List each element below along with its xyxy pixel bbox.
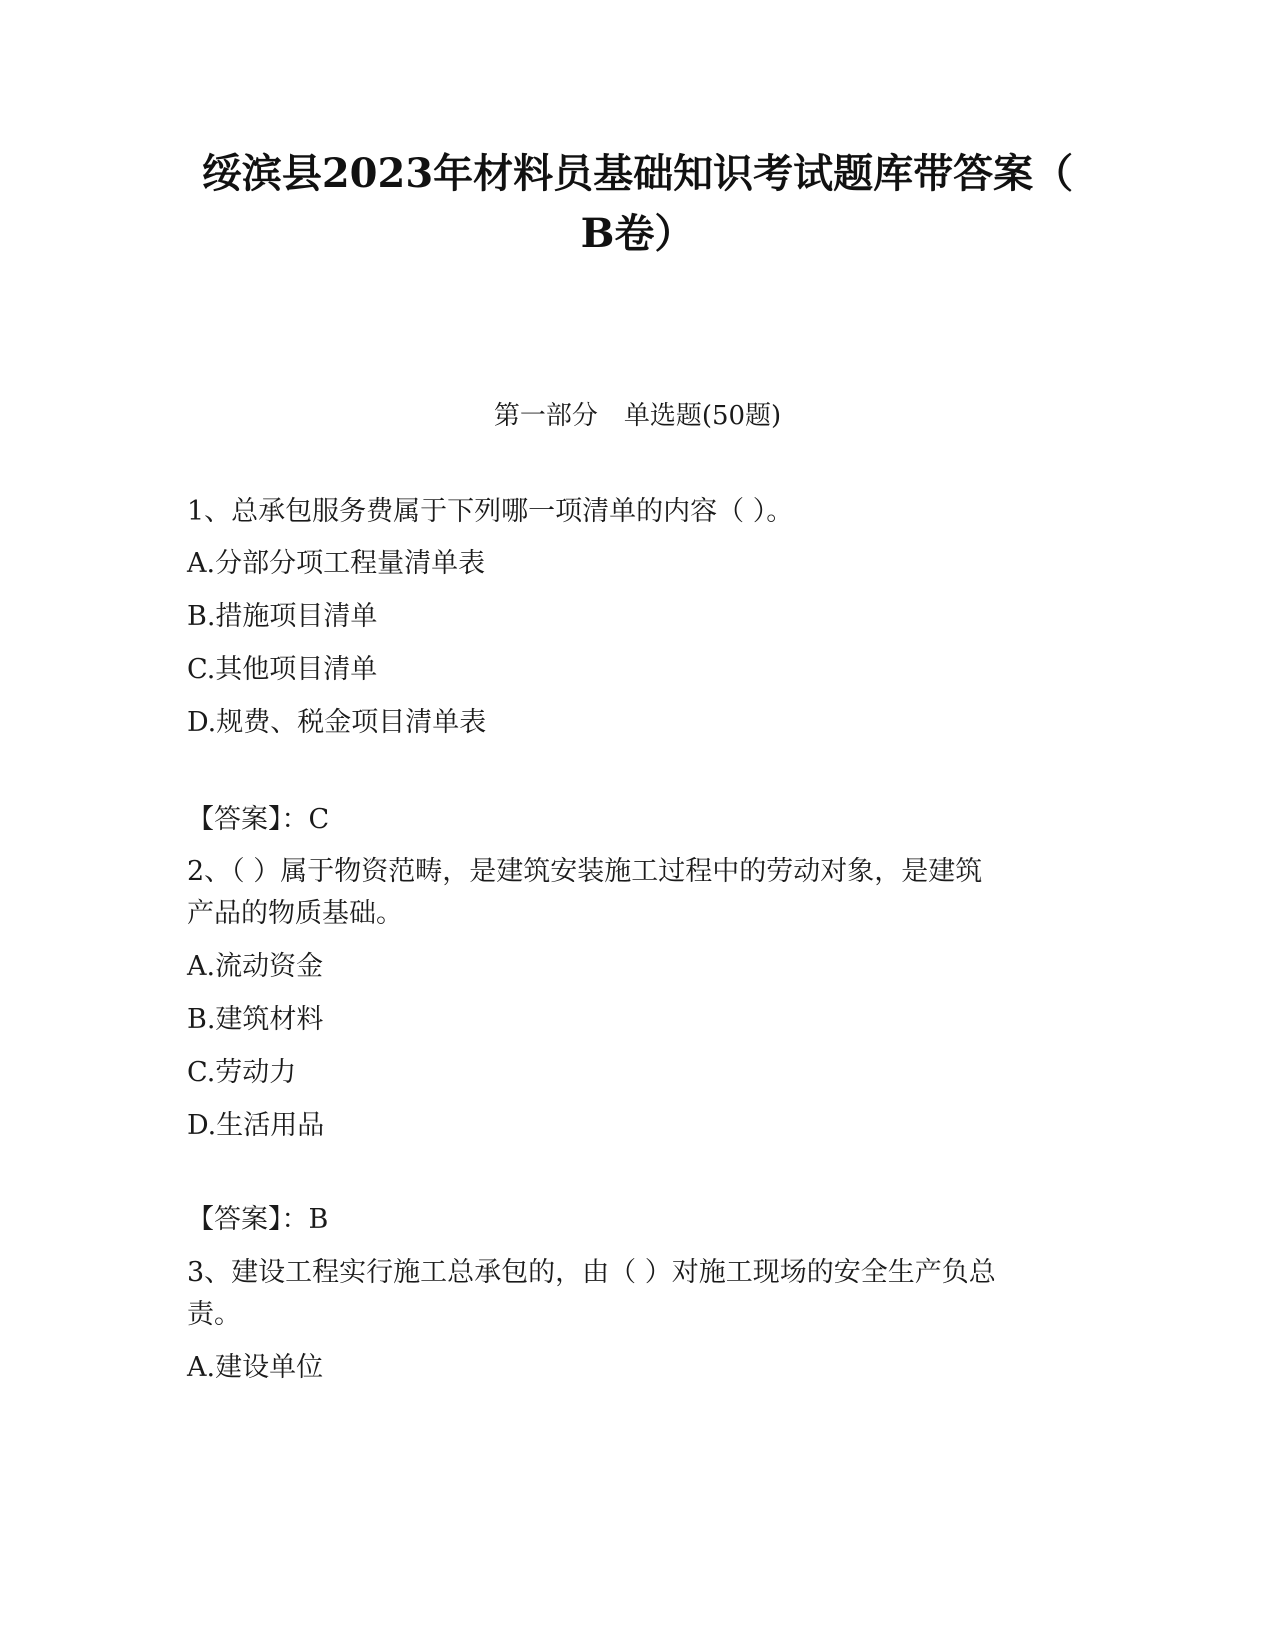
question-3-stem-line-2: 责。 — [187, 1299, 241, 1330]
question-3-stem-line-1: 3、建设工程实行施工总承包的，由（ ）对施工现场的安全生产负总 — [187, 1257, 996, 1288]
question-2-stem-line-2: 产品的物质基础。 — [187, 898, 403, 929]
question-1-option-d: D.规费、税金项目清单表 — [187, 707, 487, 738]
question-1-answer: 【答案】：C — [187, 804, 330, 835]
question-2-answer: 【答案】：B — [187, 1204, 329, 1235]
document-title-line-2: B卷） — [580, 210, 695, 257]
question-2-option-c: C.劳动力 — [187, 1057, 297, 1088]
question-2-option-a: A.流动资金 — [187, 951, 324, 982]
question-3-option-a: A.建设单位 — [187, 1352, 324, 1383]
question-2-stem-line-1: 2、（ ）属于物资范畴，是建筑安装施工过程中的劳动对象，是建筑 — [187, 856, 983, 887]
question-2-option-d: D.生活用品 — [187, 1110, 325, 1141]
question-2-option-b: B.建筑材料 — [187, 1004, 324, 1035]
question-1-option-a: A.分部分项工程量清单表 — [187, 548, 486, 579]
section-heading: 第一部分 单选题(50题) — [493, 401, 782, 431]
question-1-option-c: C.其他项目清单 — [187, 654, 378, 685]
question-1-option-b: B.措施项目清单 — [187, 601, 378, 632]
question-1-stem: 1、总承包服务费属于下列哪一项清单的内容（ ）。 — [187, 496, 794, 527]
document-title-line-1: 绥滨县2023年材料员基础知识考试题库带答案（ — [201, 150, 1074, 197]
